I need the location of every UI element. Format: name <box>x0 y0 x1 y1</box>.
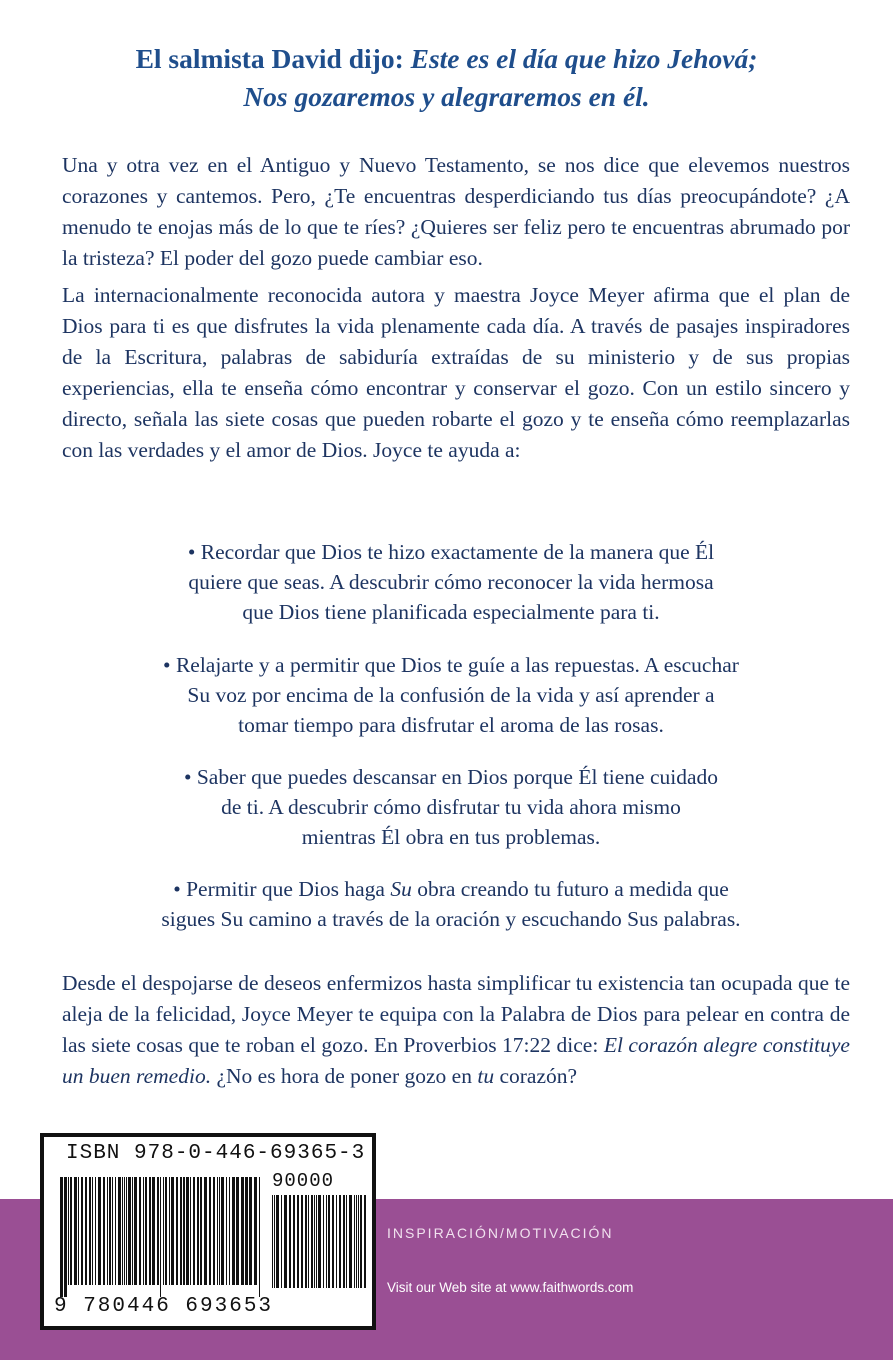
barcode-bar <box>103 1177 105 1285</box>
barcode-bar <box>157 1177 159 1285</box>
headline-line-2 <box>0 78 893 116</box>
isbn-text: ISBN 978-0-446-69365-3 <box>66 1142 366 1165</box>
barcode-bar <box>328 1195 330 1288</box>
barcode-bar <box>183 1177 185 1285</box>
barcode-bar <box>274 1195 275 1288</box>
barcode-bar <box>316 1195 317 1288</box>
barcode-bar <box>276 1195 279 1288</box>
barcode-bar <box>323 1195 324 1288</box>
barcode-bar <box>160 1177 161 1297</box>
category-label: INSPIRACIÓN/MOTIVACIÓN <box>387 1225 614 1241</box>
barcode-bar <box>354 1195 355 1288</box>
barcode-bar <box>311 1195 313 1288</box>
barcode-bar <box>301 1195 303 1288</box>
barcode-bar <box>134 1177 137 1285</box>
barcode-bar <box>236 1177 239 1285</box>
barcode-bar <box>293 1195 295 1288</box>
barcode-bar <box>118 1177 121 1285</box>
closing-text-c: ¿No es hora de poner gozo en <box>211 1064 478 1088</box>
barcode-bar <box>143 1177 144 1285</box>
barcode-bar <box>70 1177 72 1285</box>
barcode-bar <box>115 1177 116 1285</box>
bullet-1 <box>96 537 806 627</box>
barcode-bar <box>339 1195 341 1288</box>
bullet-3-line-1: • Saber que puedes descansar en Dios porque Él tiene cuidado <box>183 765 719 789</box>
barcode-bar <box>89 1177 91 1285</box>
barcode-bar <box>226 1177 227 1285</box>
barcode-bars <box>60 1177 260 1297</box>
barcode-bar <box>297 1195 299 1288</box>
barcode-bar <box>318 1195 321 1288</box>
barcode-bar <box>132 1177 133 1285</box>
barcode-bar <box>221 1177 224 1285</box>
barcode-bar <box>122 1177 123 1285</box>
barcode-bar <box>68 1177 69 1285</box>
barcode-bar <box>356 1195 357 1288</box>
barcode-bar <box>305 1195 307 1288</box>
barcode-bar <box>171 1177 174 1285</box>
headline-quote-1: Este es el día que hizo Jehová; <box>410 43 758 74</box>
barcode-bar <box>272 1195 273 1288</box>
barcode-bar <box>64 1177 67 1297</box>
ean-number: 9 780446 693653 <box>54 1295 274 1318</box>
bullet-4-text-a: • Permitir que Dios haga <box>173 877 391 901</box>
closing-paragraph <box>62 968 850 1092</box>
closing-italic-tu: tu <box>477 1064 495 1088</box>
addon-barcode-bars <box>272 1195 368 1300</box>
barcode-bar <box>112 1177 113 1285</box>
barcode-bar <box>165 1177 167 1285</box>
barcode-bar <box>346 1195 347 1288</box>
barcode-bar <box>139 1177 141 1285</box>
barcode-bar <box>180 1177 182 1285</box>
barcode-bar <box>109 1177 111 1285</box>
barcode-bar <box>128 1177 131 1285</box>
bullet-1-line-2: quiere que seas. A descubrir cómo reconocer la vida hermosa <box>188 570 714 594</box>
barcode-bar <box>193 1177 195 1285</box>
barcode-bar <box>176 1177 178 1285</box>
barcode-bar <box>343 1195 345 1288</box>
barcode-bar <box>92 1177 93 1285</box>
headline-quote-2: Nos gozaremos y alegraremos en él. <box>243 81 650 112</box>
barcode-bar <box>209 1177 211 1285</box>
barcode-bar <box>332 1195 334 1288</box>
barcode-bar <box>217 1177 218 1285</box>
bullet-4-text-italic: Su <box>390 877 412 901</box>
barcode-bar <box>81 1177 83 1285</box>
barcode-bar <box>85 1177 87 1285</box>
barcode-bar <box>281 1195 282 1288</box>
bullet-4-line-1 <box>96 874 806 904</box>
barcode-bar <box>349 1195 352 1288</box>
barcode-bar <box>145 1177 147 1285</box>
barcode-bar <box>326 1195 327 1288</box>
barcode-bar <box>149 1177 151 1285</box>
headline <box>0 40 893 116</box>
barcode-bar <box>241 1177 244 1285</box>
barcode-bar <box>60 1177 63 1297</box>
bullet-4-text-c: obra creando tu futuro a medida que <box>411 877 729 901</box>
barcode-bar <box>124 1177 125 1285</box>
barcode-bar <box>95 1177 96 1285</box>
barcode-bar <box>107 1177 108 1285</box>
barcode-bar <box>98 1177 101 1285</box>
website-text: Visit our Web site at www.faithwords.com <box>387 1280 634 1295</box>
barcode-bar <box>197 1177 199 1285</box>
bullet-2-line-3: tomar tiempo para disfrutar el aroma de las rosas. <box>238 713 664 737</box>
bullet-3-line-2: de ti. A descubrir cómo disfrutar tu vida ahora mismo <box>221 795 681 819</box>
intro-text <box>62 150 850 466</box>
barcode-bar <box>74 1177 77 1285</box>
barcode-bar <box>190 1177 191 1285</box>
barcode-bar <box>314 1195 315 1288</box>
bullet-3 <box>96 762 806 852</box>
barcode-bar <box>213 1177 215 1285</box>
closing-quote: El corazón alegre constituye un buen remedio. <box>62 1033 850 1088</box>
barcode-bar <box>78 1177 79 1285</box>
price-code: 90000 <box>272 1170 335 1192</box>
bullet-2-line-2: Su voz por encima de la confusión de la vida y así aprender a <box>187 683 715 707</box>
barcode-bar <box>186 1177 189 1285</box>
headline-line-1 <box>0 40 893 78</box>
barcode-bar <box>169 1177 170 1285</box>
barcode-bar <box>254 1177 257 1285</box>
closing-text <box>62 968 850 1092</box>
barcode-bar <box>163 1177 164 1285</box>
barcode-bar <box>358 1195 359 1288</box>
barcode-bar <box>229 1177 230 1285</box>
barcode-bar <box>364 1195 366 1288</box>
barcode-bar <box>200 1177 202 1285</box>
bullet-1-line-1: • Recordar que Dios te hizo exactamente de la manera que Él <box>187 540 715 564</box>
headline-plain: El salmista David dijo: <box>135 43 411 74</box>
bullet-4-line-2: sigues Su camino a través de la oración y escuchando Sus palabras. <box>161 907 741 931</box>
intro-paragraph-1: Una y otra vez en el Antiguo y Nuevo Testamento, se nos dice que elevemos nuestros corazones y cantemos. Pero, ¿Te encuentras desperdiciando tus días preocupándote? ¿A menudo te enojas más de lo que te ríes? ¿Quieres ser feliz pero te encuentras abrumado por la tristeza? El poder del gozo puede cambiar eso. <box>62 153 850 270</box>
barcode-bar <box>232 1177 235 1285</box>
bullet-1-line-3: que Dios tiene planificada especialmente para ti. <box>242 600 660 624</box>
barcode-bar <box>245 1177 248 1285</box>
barcode-bar <box>219 1177 220 1285</box>
barcode-bar <box>152 1177 155 1285</box>
barcode-bar <box>259 1177 260 1297</box>
closing-text-e: corazón? <box>494 1064 578 1088</box>
closing-text-a: Desde el despojarse de deseos enfermizos hasta simplificar tu existencia tan ocupada que te aleja de la felicidad, Joyce Meyer te equipa con la Palabra de Dios para pelear en contra de las siete cosas que te roban el gozo. En Proverbios 17:22 dice: <box>62 971 850 1057</box>
bullet-4 <box>96 874 806 934</box>
barcode-bar <box>204 1177 207 1285</box>
intro-paragraph-2: La internacionalmente reconocida autora y maestra Joyce Meyer afirma que el plan de Dios para ti es que disfrutes la vida plenamente cada día. A través de pasajes inspiradores de la Escritura, palabras de sabiduría extraídas de su ministerio y de sus propias experiencias, ella te enseña cómo encontrar y conservar el gozo. Con un estilo sincero y directo, señala las siete cosas que pueden robarte el gozo y te enseña cómo reemplazarlas con las verdades y el amor de Dios. Joyce te ayuda a: <box>62 283 850 462</box>
barcode-bar <box>284 1195 287 1288</box>
bullet-3-line-3: mientras Él obra en tus problemas. <box>301 825 601 849</box>
bullet-2-line-1: • Relajarte y a permitir que Dios te guíe a las repuestas. A escuchar <box>163 653 739 677</box>
barcode <box>40 1133 376 1330</box>
barcode-bar <box>126 1177 127 1285</box>
barcode-bar <box>308 1195 309 1288</box>
bullet-2 <box>96 650 806 740</box>
barcode-bar <box>289 1195 291 1288</box>
barcode-bar <box>336 1195 337 1288</box>
barcode-bar <box>249 1177 252 1285</box>
barcode-bar <box>360 1195 362 1288</box>
